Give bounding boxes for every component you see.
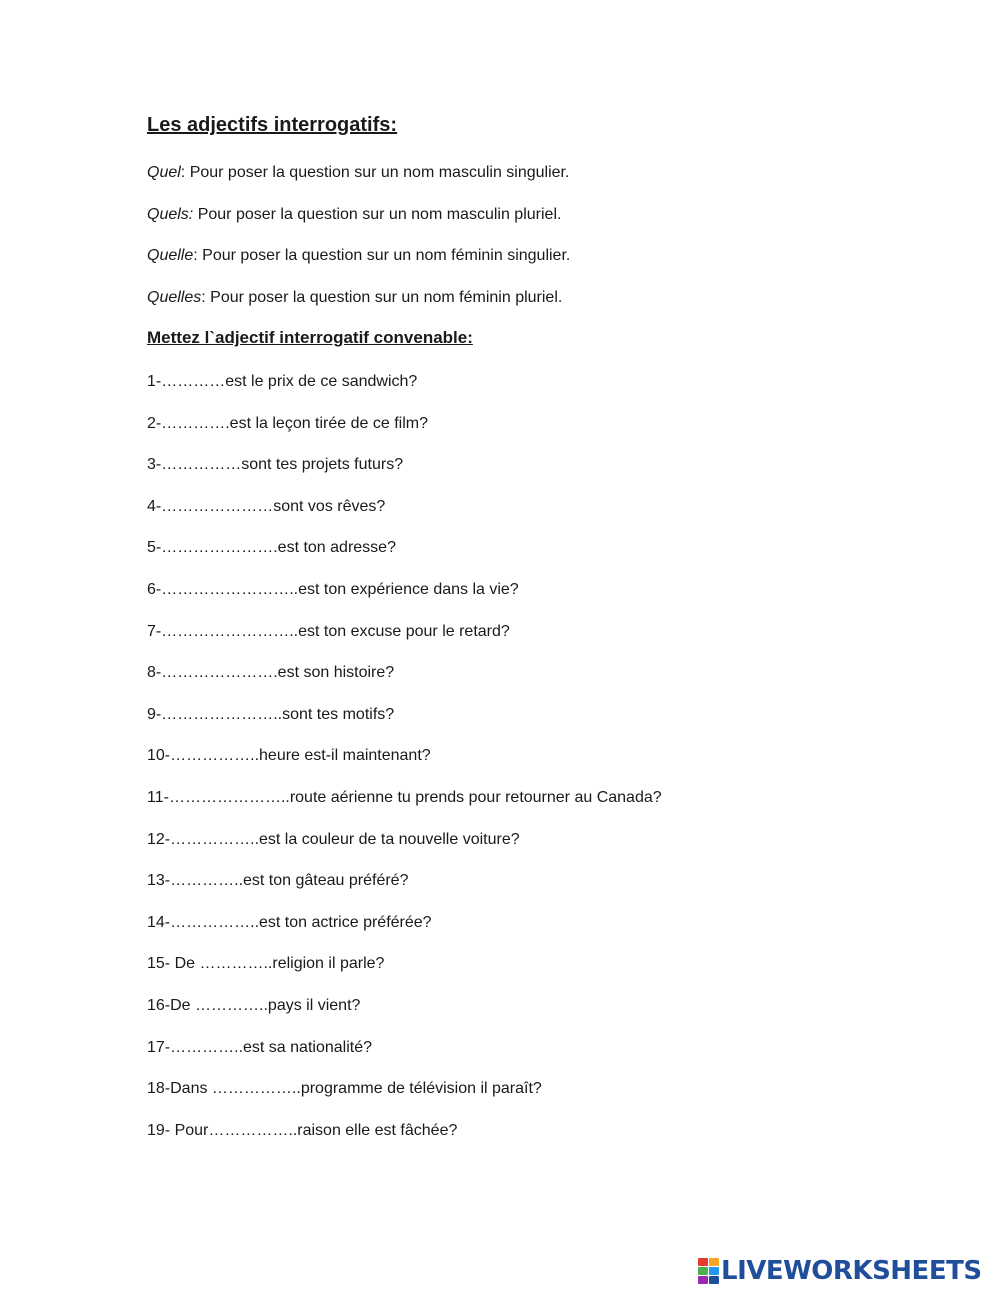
exercise-title: Mettez l`adjectif interrogatif convenable:: [147, 328, 473, 347]
question-item: 17-…………..est sa nationalité?: [147, 1038, 372, 1056]
logo-tile: [709, 1267, 719, 1275]
question-item: 14-……………..est ton actrice préférée?: [147, 913, 432, 931]
liveworksheets-logo-icon: [698, 1258, 718, 1284]
definition-text: : Pour poser la question sur un nom masculin singulier.: [180, 164, 570, 181]
definition-quelles: [147, 287, 947, 329]
definition-text: Pour poser la question sur un nom masculin pluriel.: [193, 205, 562, 223]
question-item: 13-…………..est ton gâteau préféré?: [147, 872, 409, 890]
question-item: 18-Dans ……………..programme de télévision il paraît?: [147, 1080, 542, 1098]
question-item: 4-…………………sont vos rêves?: [147, 497, 386, 515]
logo-tile: [709, 1258, 719, 1266]
logo-tile: [698, 1258, 708, 1266]
question-item: 3-……………sont tes projets futurs?: [147, 456, 404, 474]
question-item: 6-……………………..est ton expérience dans la vie?: [147, 580, 519, 598]
page-title: Les adjectifs interrogatifs:: [147, 114, 398, 136]
definition-term: Quel: [147, 164, 181, 181]
question-list: [147, 371, 947, 1161]
question-item: 19- Pour……………..raison elle est fâchée?: [147, 1121, 458, 1139]
question-item: 1-…………est le prix de ce sandwich?: [147, 373, 418, 390]
definition-term: Quelles: [147, 289, 202, 307]
definition-text: : Pour poser la question sur un nom féminin pluriel.: [201, 289, 563, 307]
question-item: 10-……………..heure est-il maintenant?: [147, 747, 431, 765]
logo-tile: [709, 1276, 719, 1284]
question-item: 12-……………..est la couleur de ta nouvelle voiture?: [147, 830, 520, 848]
question-item: 7-……………………..est ton excuse pour le retard?: [147, 622, 510, 640]
liveworksheets-logo[interactable]: [698, 1256, 982, 1286]
definitions-list: [147, 162, 947, 329]
definition-text: : Pour poser la question sur un nom féminin singulier.: [193, 247, 571, 265]
question-item: 5-………………….est ton adresse?: [147, 539, 396, 557]
logo-tile: [698, 1267, 708, 1275]
logo-tile: [698, 1276, 708, 1284]
question-item: 11-…………………..route aérienne tu prends pour retourner au Canada?: [147, 788, 662, 806]
definition-quels: [147, 204, 947, 246]
question-item: 9-…………………..sont tes motifs?: [147, 705, 395, 723]
question-item: 2-………….est la leçon tirée de ce film?: [147, 414, 428, 432]
question-item: 8-………………….est son histoire?: [147, 664, 395, 682]
definition-term: Quels:: [147, 205, 194, 223]
question-item: 16-De …………..pays il vient?: [147, 996, 361, 1014]
definition-quelle: [147, 245, 947, 287]
question-item: 15- De …………..religion il parle?: [147, 955, 385, 973]
definition-term: Quelle: [147, 247, 194, 265]
logo-text: LIVEWORKSHEETS: [721, 1256, 982, 1286]
definition-quel: [147, 162, 947, 204]
